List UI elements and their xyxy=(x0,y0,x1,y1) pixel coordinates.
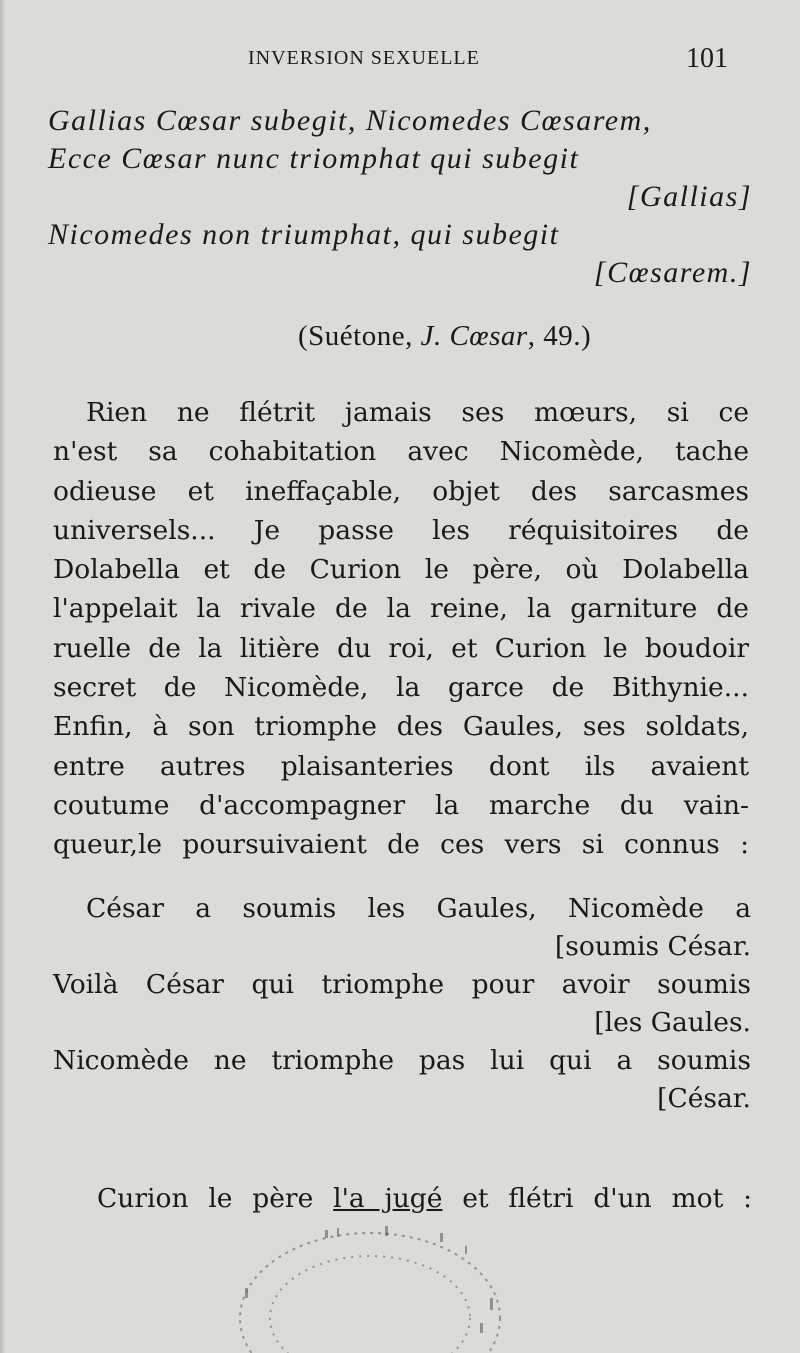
latin-verse-continuation: [Cœsarem.] xyxy=(593,256,752,289)
french-verse-line: César a soumis les Gaules, Nicomède a xyxy=(86,893,751,924)
latin-verse-line: Gallias Cœsar subegit, Nicomedes Cœsarem, xyxy=(48,104,652,137)
latin-verse-continuation: [Gallias] xyxy=(626,180,752,213)
french-verse-continuation: [César. xyxy=(657,1083,751,1114)
prose-line: Rien ne flétrit jamais ses mœurs, si ce xyxy=(86,397,749,428)
prose-line: entre autres plaisanteries dont ils avaient xyxy=(53,750,749,782)
prose-line: odieuse et ineffaçable, objet des sarcasmes xyxy=(53,475,749,507)
latin-verse-line: Nicomedes non triumphat, qui subegit xyxy=(48,218,560,251)
prose-line: l'appelait la rivale de la reine, la garniture de xyxy=(53,593,749,625)
prose-line: Dolabella et de Curion le père, où Dolabella xyxy=(53,554,749,586)
prose-paragraph xyxy=(53,393,749,865)
citation-work-title: J. Cœsar xyxy=(420,320,528,352)
latin-verse-line: Ecce Cœsar nunc triomphat qui subegit xyxy=(48,142,580,175)
prose-line: queur,le poursuivaient de ces vers si connus : xyxy=(53,829,749,861)
prose-line: coutume d'accompagner la marche du vain- xyxy=(53,789,749,821)
french-verse-continuation: [soumis César. xyxy=(554,931,751,962)
citation-open: (Suétone, xyxy=(298,320,421,352)
prose-line: universels... Je passe les réquisitoires de xyxy=(53,514,749,546)
french-verse xyxy=(53,890,751,1118)
page-number: 101 xyxy=(686,43,728,74)
latin-verse xyxy=(48,102,758,292)
closing-text-after: et flétri d'un mot : xyxy=(442,1183,753,1214)
prose-line: secret de Nicomède, la garce de Bithynie... xyxy=(53,672,749,704)
closing-line xyxy=(97,1183,752,1214)
prose-line: Enfin, à son triomphe des Gaules, ses soldats, xyxy=(53,711,749,743)
prose-line: n'est sa cohabitation avec Nicomède, tache xyxy=(53,436,749,468)
citation-close: , 49.) xyxy=(527,320,592,352)
prose-line: ruelle de la litière du roi, et Curion le boudoir xyxy=(53,632,749,664)
citation xyxy=(298,320,591,353)
french-verse-continuation: [les Gaules. xyxy=(594,1007,751,1038)
library-stamp-mark xyxy=(225,1218,535,1353)
underlined-phrase: l'a jugé xyxy=(333,1183,443,1214)
running-title: INVERSION SEXUELLE xyxy=(248,47,480,69)
french-verse-line: Nicomède ne triomphe pas lui qui a soumis xyxy=(53,1045,751,1076)
closing-text-before: Curion le père xyxy=(97,1183,334,1214)
page-edge-shadow xyxy=(0,0,6,1353)
french-verse-line: Voilà César qui triomphe pour avoir soumis xyxy=(53,969,751,1000)
